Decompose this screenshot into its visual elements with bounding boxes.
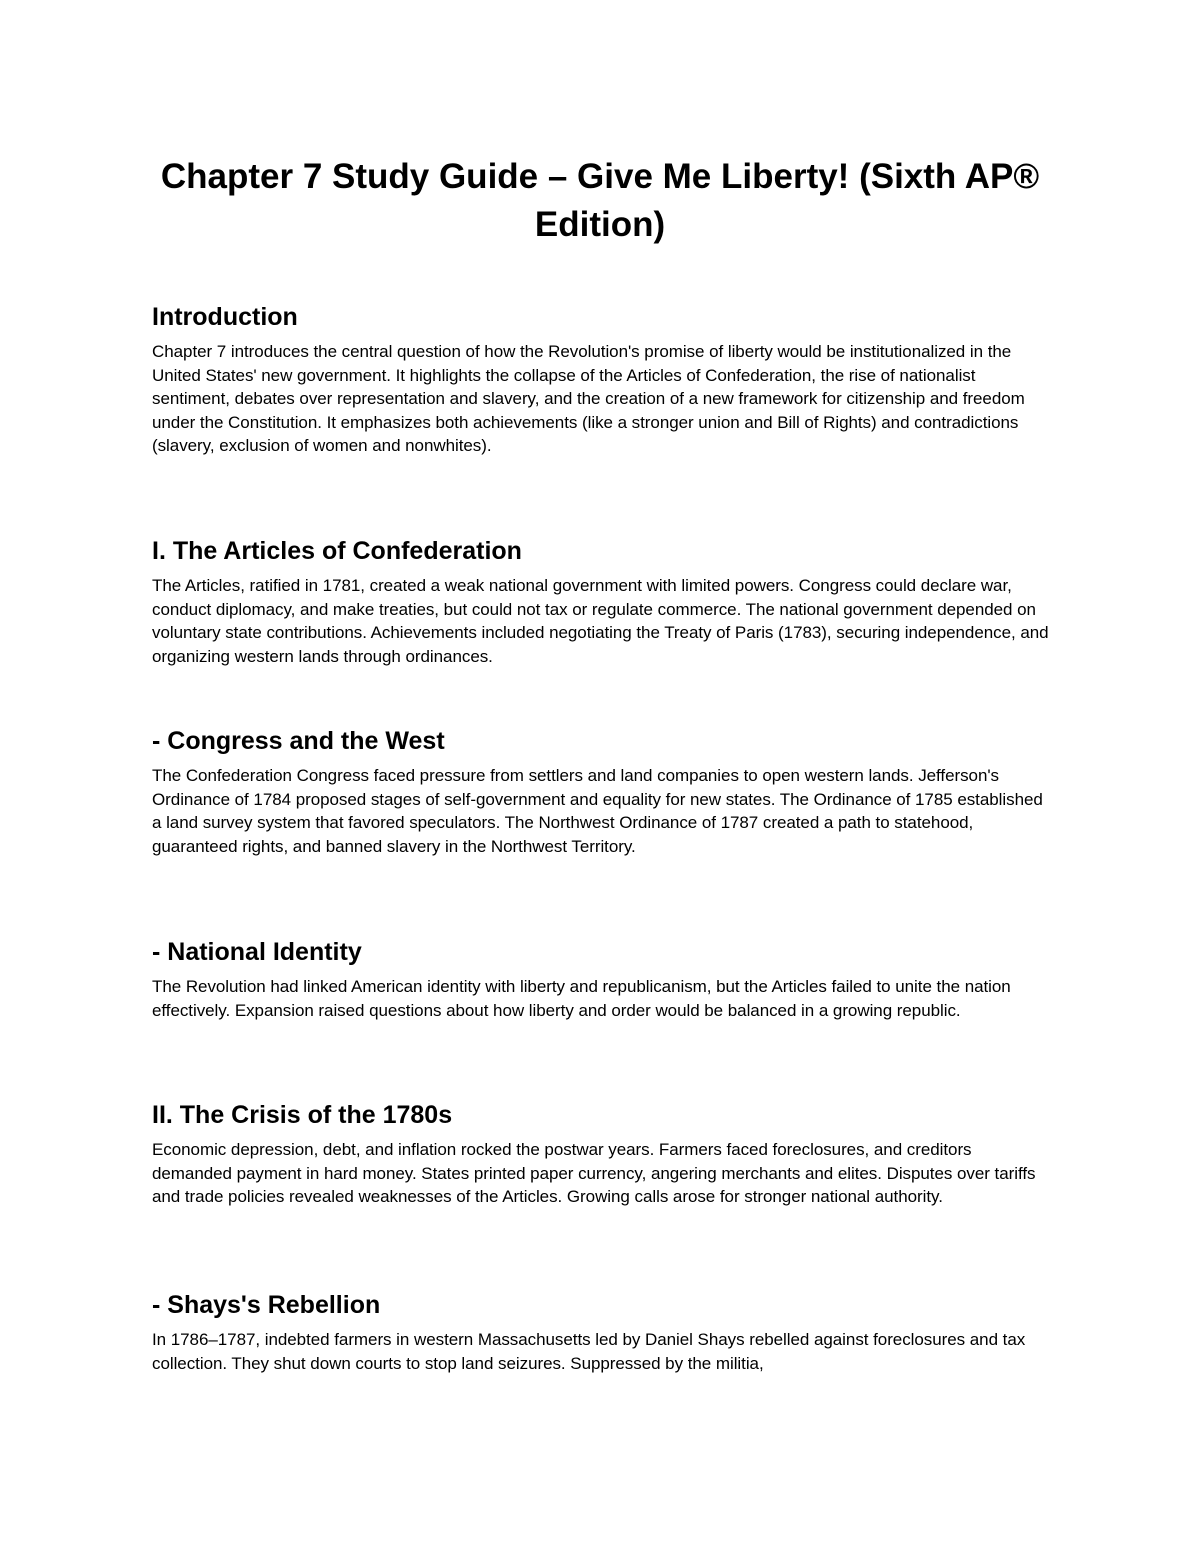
section-heading: Introduction [152, 303, 298, 331]
section-congress-and-the-west [152, 726, 1052, 858]
section-body: Chapter 7 introduces the central question of how the Revolution's promise of liberty would be institutionalized in the United States' new government. It highlights the collapse of the Articles of Confederation, the rise of nationalist sentiment, debates over representation and slavery, and the creation of a new framework for citizenship and freedom under the Constitution. It emphasizes both achievements (like a stronger union and Bill of Rights) and contradictions (slavery, exclusion of women and nonwhites). [152, 342, 1025, 456]
section-body: In 1786–1787, indebted farmers in western Massachusetts led by Daniel Shays rebelled against foreclosures and tax collection. They shut down courts to stop land seizures. Suppressed by the militia, [152, 1330, 1026, 1373]
section-heading: - National Identity [152, 938, 362, 966]
section-shays-rebellion [152, 1290, 1052, 1375]
document-title: Chapter 7 Study Guide – Give Me Liberty! (Sixth AP® Edition) [160, 157, 1040, 244]
section-heading: II. The Crisis of the 1780s [152, 1101, 453, 1129]
section-body: The Confederation Congress faced pressure from settlers and land companies to open western lands. Jefferson's Ordinance of 1784 proposed stages of self-government and equality for new states. The Ordinance of 1785 established a land survey system that favored speculators. The Northwest Ordinance of 1787 created a path to statehood, guaranteed rights, and banned slavery in the Northwest Territory. [152, 766, 1043, 856]
section-national-identity [152, 937, 1052, 1022]
section-body: The Articles, ratified in 1781, created a weak national government with limited powers. Congress could declare war, conduct diplomacy, and make treaties, but could not tax or regulate commerce. The national government depended on voluntary state contributions. Achievements included negotiating the Treaty of Paris (1783), securing independence, and organizing western lands through ordinances. [152, 576, 1049, 666]
section-heading: I. The Articles of Confederation [152, 537, 522, 565]
section-heading: - Congress and the West [152, 727, 445, 755]
section-body: The Revolution had linked American identity with liberty and republicanism, but the Articles failed to unite the nation effectively. Expansion raised questions about how liberty and order would be balanced in a growing republic. [152, 977, 1011, 1020]
section-introduction [152, 302, 1052, 458]
section-body: Economic depression, debt, and inflation rocked the postwar years. Farmers faced foreclosures, and creditors demanded payment in hard money. States printed paper currency, angering merchants and elites. Disputes over tariffs and trade policies revealed weaknesses of the Articles. Growing calls arose for stronger national authority. [152, 1140, 1036, 1207]
document-page [152, 153, 1052, 249]
section-articles-of-confederation [152, 536, 1052, 668]
section-heading: - Shays's Rebellion [152, 1291, 381, 1319]
section-crisis-of-the-1780s [152, 1100, 1052, 1209]
